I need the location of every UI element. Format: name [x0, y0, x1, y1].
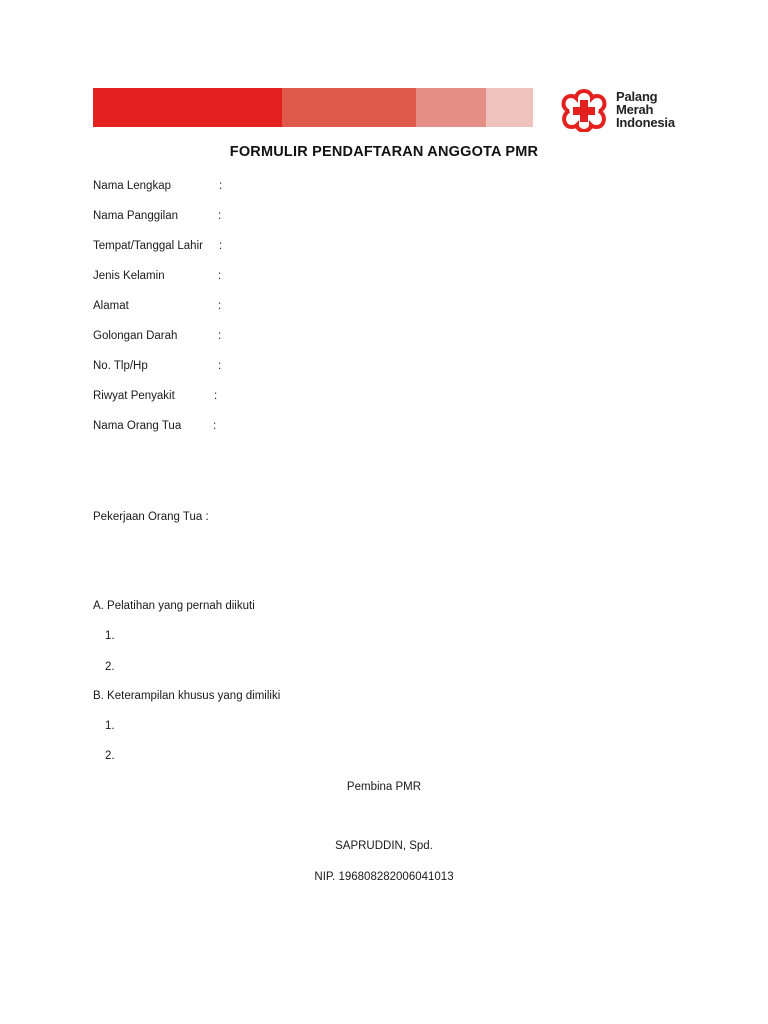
- field-label: Jenis Kelamin: [93, 270, 165, 282]
- signature-name: SAPRUDDIN, Spd.: [335, 840, 433, 852]
- header-color-band: [93, 88, 533, 127]
- band-segment: [282, 88, 416, 127]
- section-heading: A. Pelatihan yang pernah diikuti: [93, 600, 255, 612]
- field-colon: :: [219, 180, 223, 192]
- list-number: 1.: [105, 630, 115, 642]
- pmi-logo: [559, 86, 675, 132]
- field-colon: :: [218, 300, 222, 312]
- field-label: Golongan Darah: [93, 330, 178, 342]
- field-label: Alamat: [93, 300, 129, 312]
- field-colon: :: [218, 210, 222, 222]
- band-segment: [486, 88, 533, 127]
- band-segment: [416, 88, 486, 127]
- list-number: 2.: [105, 750, 115, 762]
- logo-line: Merah: [616, 101, 654, 117]
- field-label: Tempat/Tanggal Lahir: [93, 240, 203, 252]
- field-label: Nama Panggilan: [93, 210, 179, 222]
- signature-nip: NIP. 196808282006041013: [314, 871, 454, 883]
- section-heading: B. Keterampilan khusus yang dimiliki: [93, 690, 281, 702]
- band-segment: [93, 88, 282, 127]
- logo-line: Indonesia: [616, 114, 675, 130]
- field-colon: :: [218, 330, 222, 342]
- field-colon: :: [214, 390, 218, 402]
- field-colon: :: [213, 420, 217, 432]
- field-colon: :: [218, 360, 222, 372]
- red-cross-icon: [559, 86, 609, 132]
- logo-line: Palang: [616, 88, 658, 104]
- field-label: Nama Lengkap: [93, 180, 171, 192]
- field-colon: :: [218, 270, 222, 282]
- page-title: FORMULIR PENDAFTARAN ANGGOTA PMR: [229, 144, 539, 160]
- field-label: No. Tlp/Hp: [93, 360, 148, 372]
- field-label: Pekerjaan Orang Tua :: [93, 511, 209, 523]
- field-label: Riwyat Penyakit: [93, 390, 175, 402]
- signature-role: Pembina PMR: [346, 781, 422, 793]
- field-colon: :: [219, 240, 223, 252]
- list-number: 2.: [105, 661, 115, 673]
- field-label: Nama Orang Tua: [93, 420, 182, 432]
- list-number: 1.: [105, 720, 115, 732]
- logo-wordmark: [616, 90, 675, 129]
